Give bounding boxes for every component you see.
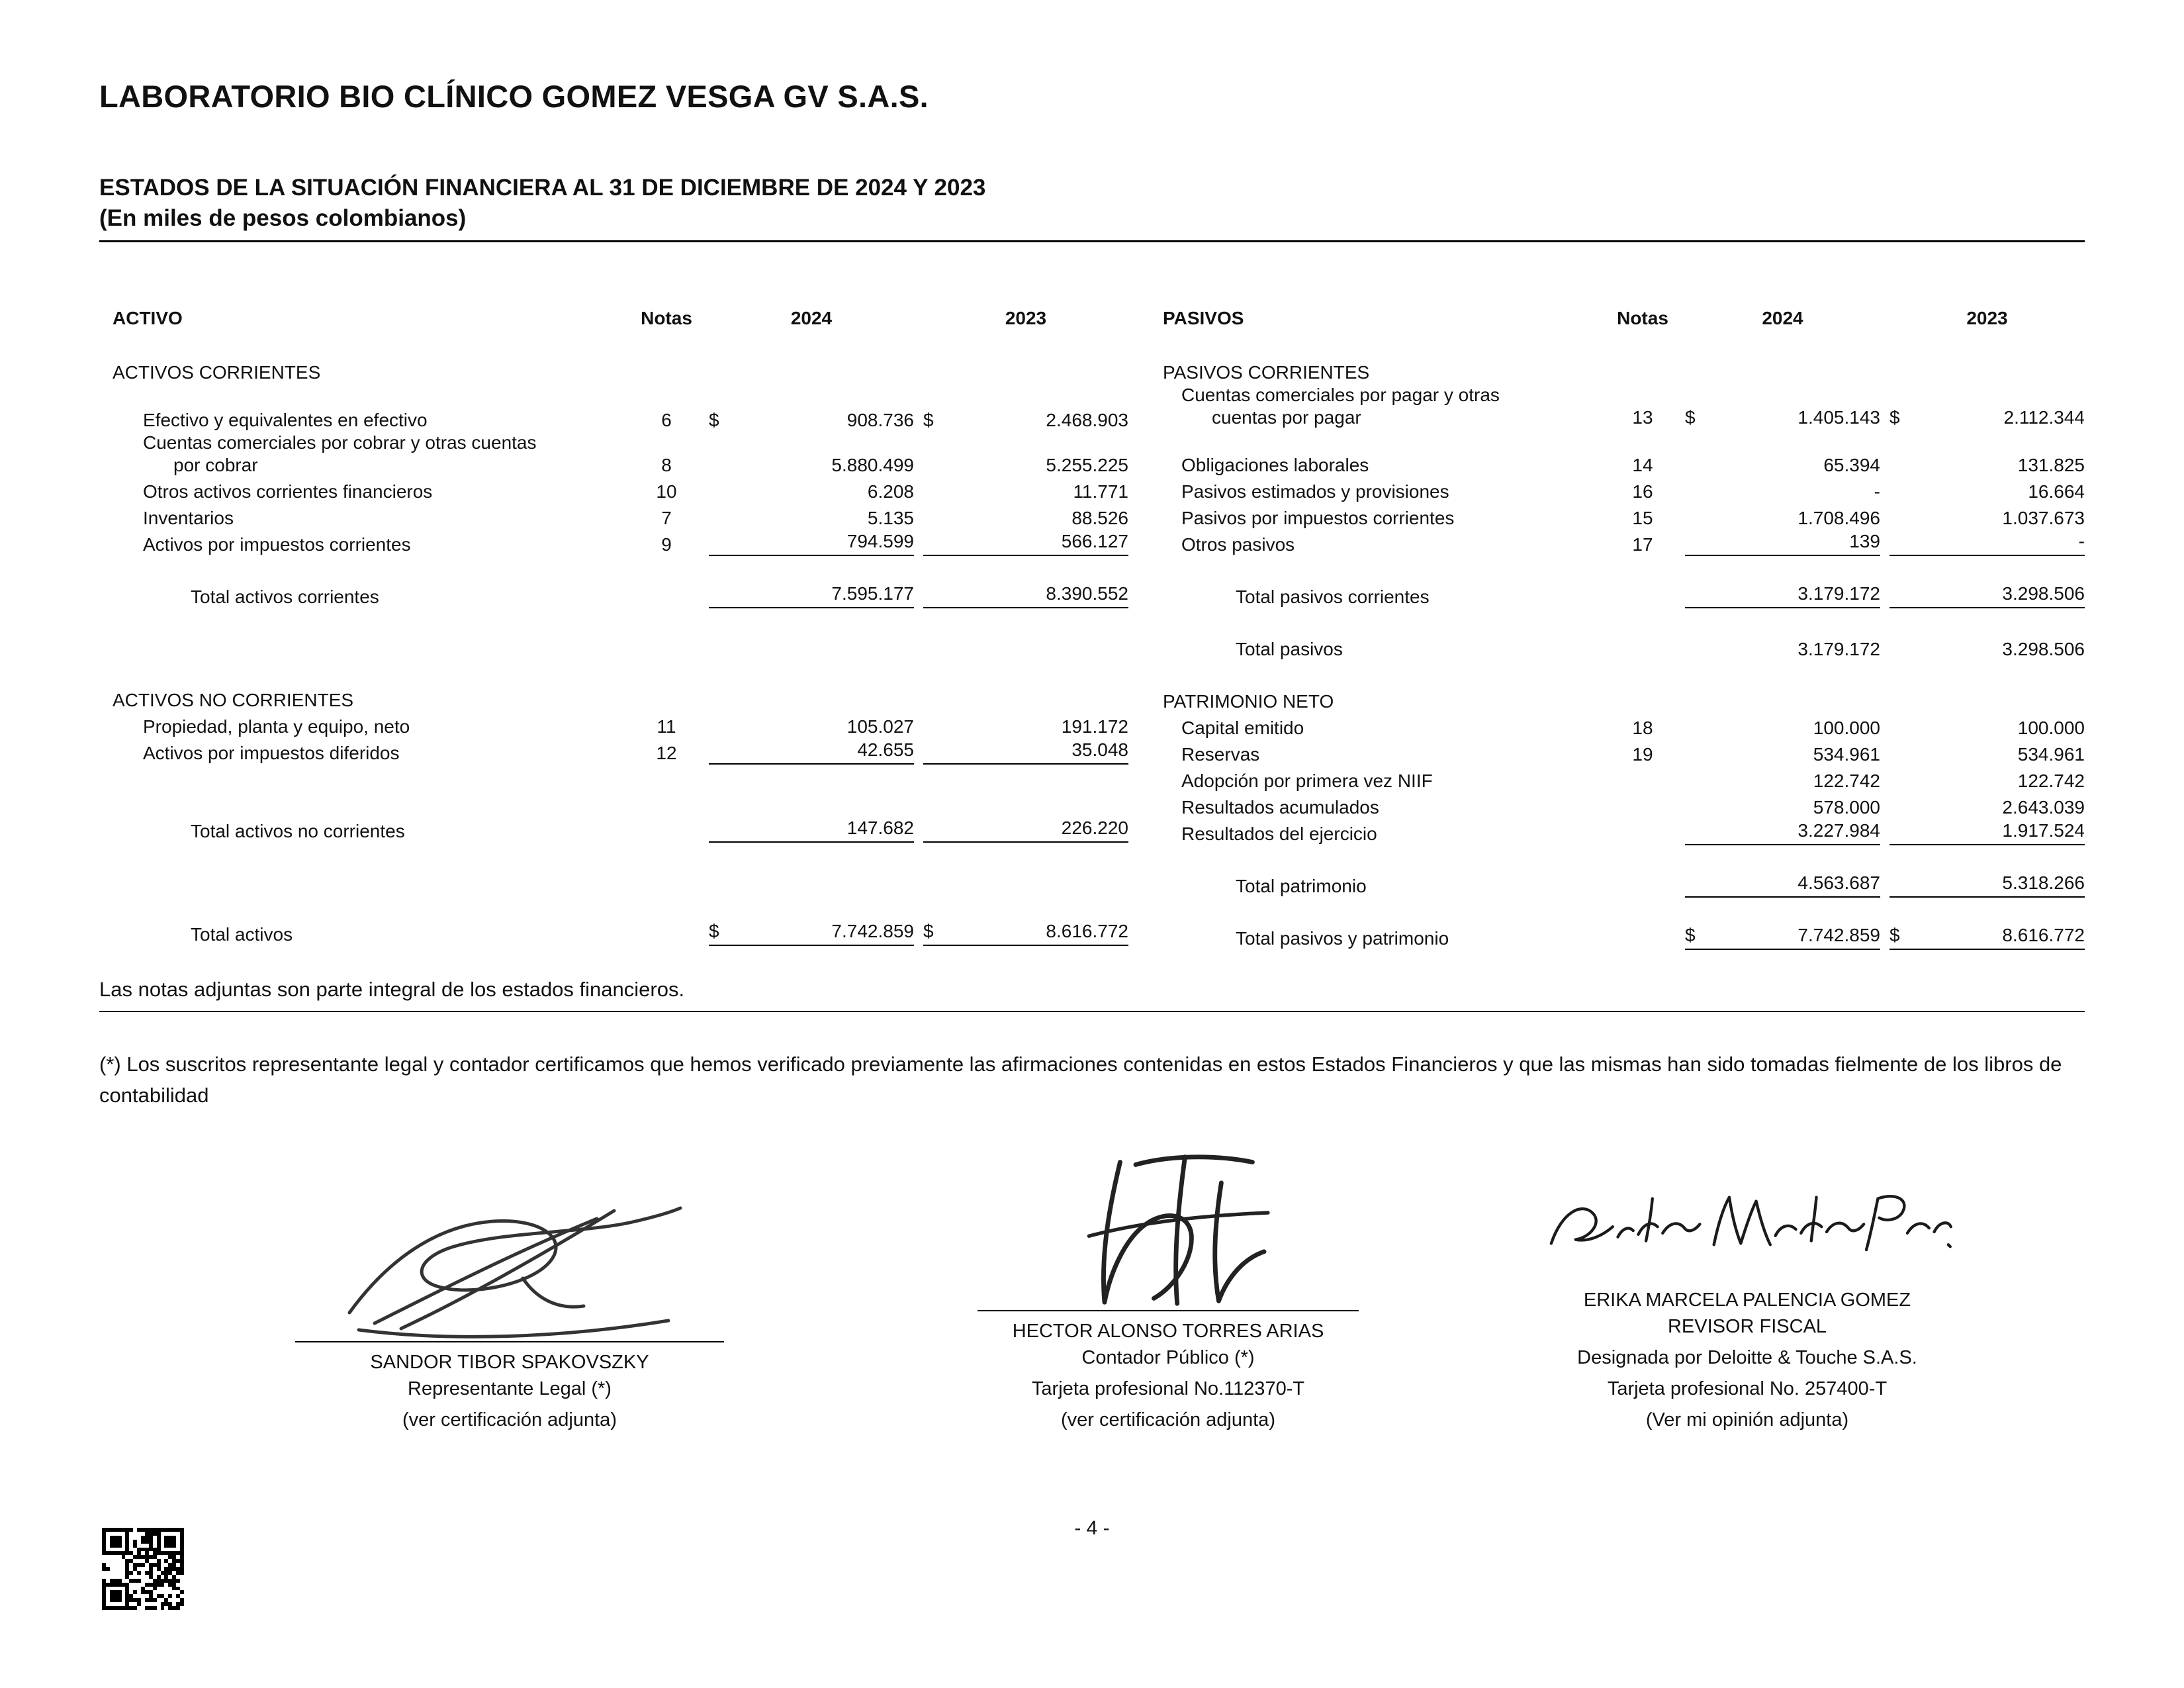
signature-revisor-fiscal-icon bbox=[1433, 1123, 2062, 1280]
signatory-detail: Tarjeta profesional No. 257400-T bbox=[1607, 1378, 1888, 1400]
amount-value: 100.000 bbox=[1813, 718, 1880, 739]
amount-2024 bbox=[709, 817, 914, 843]
amount-value: 5.880.499 bbox=[831, 455, 914, 476]
financial-tables bbox=[99, 303, 2085, 950]
row-label: Pasivos estimados y provisiones bbox=[1181, 481, 1449, 502]
row-inventarios bbox=[99, 503, 1128, 530]
signatory-role: Contador Público (*) bbox=[1081, 1347, 1255, 1369]
amount-value: 8.390.552 bbox=[1046, 583, 1128, 604]
signatures-section bbox=[99, 1123, 2085, 1436]
assets-header-row bbox=[99, 303, 1128, 330]
signatory-detail: (ver certificación adjunta) bbox=[402, 1409, 617, 1431]
row-label: Capital emitido bbox=[1181, 718, 1304, 739]
amount-value: 4.563.687 bbox=[1797, 872, 1880, 894]
notes-rule bbox=[99, 1011, 2085, 1012]
signatory-role: REVISOR FISCAL bbox=[1667, 1316, 1827, 1338]
amount-2023 bbox=[1889, 924, 2085, 950]
currency-symbol: $ bbox=[923, 410, 934, 431]
amount-2024 bbox=[1685, 481, 1880, 503]
signatory-name: ERIKA MARCELA PALENCIA GOMEZ bbox=[1583, 1289, 1911, 1311]
row-resultados-acumulados bbox=[1161, 792, 2085, 819]
row-label-line1: Cuentas comerciales por pagar y otras bbox=[1181, 385, 1500, 406]
amount-value: 5.318.266 bbox=[2002, 872, 2085, 894]
row-nota: 16 bbox=[1632, 481, 1653, 502]
signature-block-revisor-fiscal bbox=[1433, 1123, 2062, 1436]
header-rule bbox=[99, 240, 2085, 242]
amount-value: 534.961 bbox=[2017, 744, 2085, 765]
amount-2024 bbox=[1685, 770, 1880, 792]
col-header-notas: Notas bbox=[1617, 308, 1668, 329]
amount-2024 bbox=[709, 507, 914, 530]
amount-value: 566.127 bbox=[1061, 531, 1128, 552]
row-nota: 10 bbox=[656, 481, 677, 502]
amount-value: 42.655 bbox=[857, 739, 914, 761]
amount-2023 bbox=[923, 583, 1128, 608]
amount-2024 bbox=[709, 920, 914, 946]
amount-value: 8.616.772 bbox=[1046, 921, 1128, 942]
col-header-2024: 2024 bbox=[790, 308, 833, 329]
amount-2023 bbox=[1889, 530, 2085, 556]
amount-2024 bbox=[1685, 530, 1880, 556]
amount-value: 3.179.172 bbox=[1797, 583, 1880, 604]
amount-2024 bbox=[709, 739, 914, 765]
amount-value: 3.298.506 bbox=[2002, 583, 2085, 604]
amount-2024 bbox=[1685, 872, 1880, 898]
row-label: Otros pasivos bbox=[1181, 534, 1295, 555]
signature-representante-legal-icon bbox=[212, 1184, 807, 1341]
amount-2024 bbox=[1685, 454, 1880, 477]
row-propiedad-planta-equipo bbox=[99, 712, 1128, 738]
total-label: Total pasivos corrientes bbox=[1236, 586, 1430, 608]
amount-2024 bbox=[709, 583, 914, 608]
col-header-pasivos: PASIVOS bbox=[1163, 308, 1244, 329]
row-label: Activos por impuestos corrientes bbox=[143, 534, 411, 555]
row-pasivos-impuestos-corrientes bbox=[1161, 503, 2085, 530]
amount-2024 bbox=[1685, 583, 1880, 608]
amount-2023 bbox=[923, 716, 1128, 738]
amount-value: 3.298.506 bbox=[2002, 639, 2085, 660]
amount-value: 578.000 bbox=[1813, 797, 1880, 818]
amount-value: 88.526 bbox=[1071, 508, 1128, 529]
amount-value: 122.742 bbox=[2017, 771, 2085, 792]
total-pasivos-corrientes-row bbox=[1161, 582, 2085, 608]
signature-line bbox=[295, 1341, 724, 1342]
section-patrimonio-neto: PATRIMONIO NETO bbox=[1163, 691, 1334, 712]
amount-value: 226.220 bbox=[1061, 818, 1128, 839]
total-label: Total patrimonio bbox=[1236, 876, 1367, 897]
amount-value: 100.000 bbox=[2017, 718, 2085, 739]
currency-symbol: $ bbox=[1685, 925, 1696, 946]
row-label: Propiedad, planta y equipo, neto bbox=[143, 716, 410, 737]
amount-2024 bbox=[1685, 717, 1880, 739]
amount-value: 7.742.859 bbox=[1797, 925, 1880, 946]
signatory-role: Representante Legal (*) bbox=[408, 1378, 612, 1400]
currency-symbol: $ bbox=[1889, 407, 1900, 428]
row-adopcion-niif bbox=[1161, 766, 2085, 792]
amount-2024 bbox=[1685, 743, 1880, 766]
col-header-2023: 2023 bbox=[1005, 308, 1047, 329]
amount-value: 35.048 bbox=[1071, 739, 1128, 761]
row-nota: 15 bbox=[1632, 508, 1653, 529]
page-number: - 4 - bbox=[1074, 1517, 1110, 1539]
signature-block-representante-legal bbox=[212, 1184, 807, 1436]
row-resultados-del-ejercicio bbox=[1161, 819, 2085, 845]
col-header-activo: ACTIVO bbox=[113, 308, 183, 329]
currency-symbol: $ bbox=[709, 921, 719, 942]
row-nota: 12 bbox=[656, 743, 677, 764]
total-pasivos-row bbox=[1161, 634, 2085, 661]
section-activos-no-corrientes: ACTIVOS NO CORRIENTES bbox=[113, 690, 354, 711]
signatory-name: HECTOR ALONSO TORRES ARIAS bbox=[1012, 1321, 1324, 1342]
amount-value: - bbox=[2078, 531, 2085, 552]
amount-2023 bbox=[1889, 481, 2085, 503]
amount-2023 bbox=[1889, 796, 2085, 819]
row-nota: 8 bbox=[661, 455, 672, 476]
amount-2024 bbox=[1685, 796, 1880, 819]
amount-value: 11.771 bbox=[1073, 481, 1128, 502]
amount-value: 1.917.524 bbox=[2002, 820, 2085, 841]
row-label: Resultados acumulados bbox=[1181, 797, 1379, 818]
amount-2023 bbox=[1889, 872, 2085, 898]
amount-2024 bbox=[1685, 638, 1880, 661]
signatory-detail: Designada por Deloitte & Touche S.A.S. bbox=[1577, 1347, 1917, 1369]
col-header-notas: Notas bbox=[641, 308, 692, 329]
amount-value: 3.179.172 bbox=[1797, 639, 1880, 660]
total-pasivos-y-patrimonio-row bbox=[1161, 923, 2085, 950]
signature-block-contador bbox=[903, 1152, 1433, 1436]
total-patrimonio-row bbox=[1161, 871, 2085, 898]
amount-value: 534.961 bbox=[1813, 744, 1880, 765]
amount-2023 bbox=[923, 530, 1128, 556]
row-nota: 13 bbox=[1632, 407, 1653, 428]
currency-symbol: $ bbox=[709, 410, 719, 431]
amount-value: 65.394 bbox=[1823, 455, 1880, 476]
row-otros-pasivos bbox=[1161, 530, 2085, 556]
amount-value: 908.736 bbox=[846, 410, 914, 431]
amount-2023 bbox=[1889, 717, 2085, 739]
certification-paragraph: (*) Los suscritos representante legal y contador certificamos que hemos verificado previamente las afirmaciones contenidas en estos Estados Financieros y que las mismas han sido tomadas fielmente de los libros de contabilidad bbox=[99, 1053, 2062, 1107]
row-label: Efectivo y equivalentes en efectivo bbox=[143, 410, 428, 431]
amount-2023 bbox=[923, 454, 1128, 477]
amount-value: 7.595.177 bbox=[831, 583, 914, 604]
row-nota: 18 bbox=[1632, 718, 1653, 739]
row-pasivos-estimados bbox=[1161, 477, 2085, 503]
row-label: Otros activos corrientes financieros bbox=[143, 481, 433, 502]
liabilities-table bbox=[1161, 303, 2085, 950]
currency-symbol: $ bbox=[1889, 925, 1900, 946]
amount-2023 bbox=[1889, 770, 2085, 792]
row-label: Adopción por primera vez NIIF bbox=[1181, 771, 1433, 792]
amount-value: 2.112.344 bbox=[2003, 407, 2085, 428]
amount-value: 6.208 bbox=[867, 481, 914, 502]
row-cuentas-por-pagar bbox=[1161, 384, 2085, 429]
amount-value: 5.135 bbox=[867, 508, 914, 529]
row-label: Pasivos por impuestos corrientes bbox=[1181, 508, 1455, 529]
amount-value: 139 bbox=[1849, 531, 1880, 552]
row-label bbox=[99, 432, 624, 477]
amount-2024 bbox=[1685, 406, 1880, 429]
statement-title-block bbox=[99, 173, 2085, 234]
total-activos-no-corrientes-row bbox=[99, 816, 1128, 843]
row-label: Reservas bbox=[1181, 744, 1260, 765]
row-nota: 7 bbox=[661, 508, 672, 529]
amount-2023 bbox=[923, 920, 1128, 946]
col-header-2024: 2024 bbox=[1762, 308, 1803, 329]
total-activos-row bbox=[99, 919, 1128, 946]
amount-2023 bbox=[923, 409, 1128, 432]
amount-2024 bbox=[709, 409, 914, 432]
amount-2023 bbox=[1889, 820, 2085, 845]
row-label bbox=[1161, 384, 1600, 429]
row-label-line2: por cobrar bbox=[173, 455, 258, 476]
amount-2024 bbox=[1685, 507, 1880, 530]
row-otros-activos-financieros bbox=[99, 477, 1128, 503]
amount-2024 bbox=[709, 716, 914, 738]
amount-2024 bbox=[709, 481, 914, 503]
row-reservas bbox=[1161, 739, 2085, 766]
row-obligaciones-laborales bbox=[1161, 450, 2085, 477]
amount-value: 105.027 bbox=[846, 716, 914, 737]
amount-2023 bbox=[1889, 507, 2085, 530]
total-label: Total activos no corrientes bbox=[191, 821, 405, 842]
signatory-detail: (Ver mi opinión adjunta) bbox=[1645, 1409, 1849, 1431]
amount-value: 2.643.039 bbox=[2002, 797, 2085, 818]
row-label: Resultados del ejercicio bbox=[1181, 823, 1377, 845]
amount-2023 bbox=[923, 507, 1128, 530]
amount-value: 131.825 bbox=[2017, 455, 2085, 476]
amount-2023 bbox=[923, 817, 1128, 843]
row-activos-impuestos-corrientes bbox=[99, 530, 1128, 556]
amount-value: 794.599 bbox=[846, 531, 914, 552]
signatory-detail: Tarjeta profesional No.112370-T bbox=[1031, 1378, 1305, 1400]
amount-value: 7.742.859 bbox=[831, 921, 914, 942]
total-activos-corrientes-row bbox=[99, 582, 1128, 608]
row-nota: 17 bbox=[1632, 534, 1653, 555]
total-label: Total activos corrientes bbox=[191, 586, 379, 608]
amount-value: 122.742 bbox=[1813, 771, 1880, 792]
total-label: Total activos bbox=[191, 924, 293, 945]
amount-value: 1.405.143 bbox=[1797, 407, 1880, 428]
amount-value: 1.708.496 bbox=[1797, 508, 1880, 529]
row-capital-emitido bbox=[1161, 713, 2085, 739]
signatory-detail: (ver certificación adjunta) bbox=[1061, 1409, 1275, 1431]
page-footer bbox=[99, 1517, 2085, 1610]
qr-code bbox=[102, 1528, 184, 1610]
amount-value: 16.664 bbox=[2028, 481, 2085, 502]
row-nota: 9 bbox=[661, 534, 672, 555]
amount-2023 bbox=[1889, 638, 2085, 661]
row-activos-impuestos-diferidos bbox=[99, 738, 1128, 765]
amount-value: 3.227.984 bbox=[1797, 820, 1880, 841]
amount-2024 bbox=[709, 454, 914, 477]
row-nota: 19 bbox=[1632, 744, 1653, 765]
amount-2023 bbox=[923, 481, 1128, 503]
amount-2023 bbox=[1889, 743, 2085, 766]
row-label: Obligaciones laborales bbox=[1181, 455, 1369, 476]
section-pasivos-corrientes: PASIVOS CORRIENTES bbox=[1163, 362, 1370, 383]
row-nota: 6 bbox=[661, 410, 672, 431]
amount-value: 1.037.673 bbox=[2002, 508, 2085, 529]
amount-value: 5.255.225 bbox=[1046, 455, 1128, 476]
total-label: Total pasivos bbox=[1236, 639, 1343, 660]
signature-contador-icon bbox=[903, 1152, 1433, 1310]
row-label-line2: cuentas por pagar bbox=[1212, 407, 1361, 428]
amount-2024 bbox=[1685, 820, 1880, 845]
amount-2024 bbox=[709, 530, 914, 556]
currency-symbol: $ bbox=[923, 921, 934, 942]
amount-2023 bbox=[1889, 406, 2085, 429]
row-efectivo bbox=[99, 405, 1128, 432]
row-nota: 11 bbox=[657, 716, 676, 737]
row-label-line1: Cuentas comerciales por cobrar y otras cuentas bbox=[143, 432, 537, 453]
signatory-name: SANDOR TIBOR SPAKOVSZKY bbox=[370, 1352, 649, 1374]
statement-title: ESTADOS DE LA SITUACIÓN FINANCIERA AL 31 DE DICIEMBRE DE 2024 Y 2023 bbox=[99, 175, 986, 201]
amount-2023 bbox=[1889, 454, 2085, 477]
company-name: LABORATORIO BIO CLÍNICO GOMEZ VESGA GV S.A.S. bbox=[99, 79, 929, 114]
section-activos-corrientes: ACTIVOS CORRIENTES bbox=[113, 362, 321, 383]
amount-value: 191.172 bbox=[1061, 716, 1128, 737]
amount-value: 8.616.772 bbox=[2002, 925, 2085, 946]
amount-value: - bbox=[1874, 481, 1880, 502]
notes-integral-line: Las notas adjuntas son parte integral de los estados financieros. bbox=[99, 978, 685, 1002]
signature-line bbox=[978, 1310, 1359, 1311]
amount-2023 bbox=[923, 739, 1128, 765]
row-cuentas-por-cobrar bbox=[99, 432, 1128, 477]
amount-value: 2.468.903 bbox=[1046, 410, 1128, 431]
statement-subtitle: (En miles de pesos colombianos) bbox=[99, 205, 467, 232]
row-label: Inventarios bbox=[143, 508, 234, 529]
liabilities-header-row bbox=[1161, 303, 2085, 330]
amount-2023 bbox=[1889, 583, 2085, 608]
col-header-2023: 2023 bbox=[1966, 308, 2008, 329]
total-label: Total pasivos y patrimonio bbox=[1236, 928, 1449, 949]
row-nota: 14 bbox=[1632, 455, 1653, 476]
row-label: Activos por impuestos diferidos bbox=[143, 743, 400, 764]
amount-2024 bbox=[1685, 924, 1880, 950]
assets-table bbox=[99, 303, 1128, 950]
amount-value: 147.682 bbox=[846, 818, 914, 839]
currency-symbol: $ bbox=[1685, 407, 1696, 428]
